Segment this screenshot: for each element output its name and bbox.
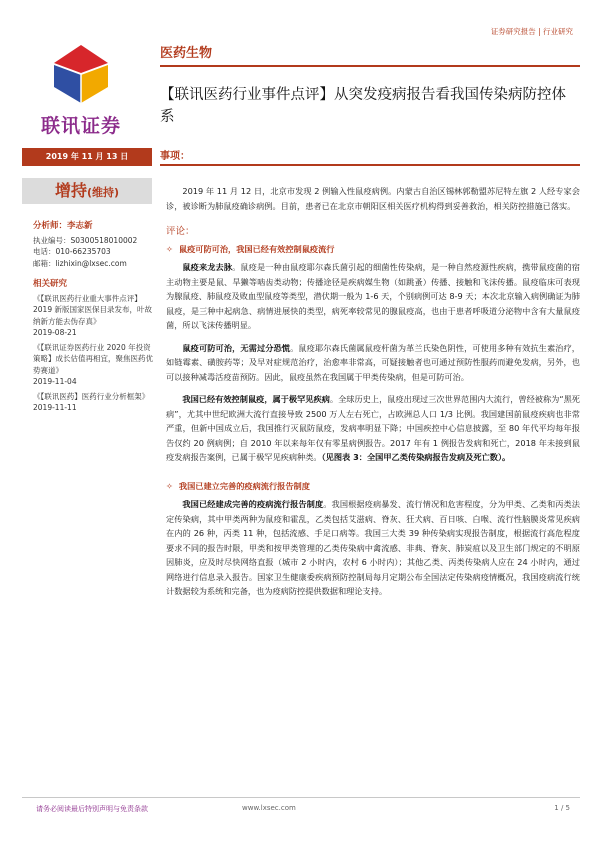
report-title: 【联讯医药行业事件点评】从突发疫病报告看我国传染病防控体系 — [160, 87, 566, 125]
section-heading-text: 鼠疫可防可治，我国已经有效控制鼠疫流行 — [178, 243, 335, 254]
paragraph-lead: 我国已经有效控制鼠疫，属于极罕见疾病 — [182, 394, 330, 404]
related-item-text: 《【联讯医药】医药行业分析框架》 — [33, 391, 150, 401]
section-heading — [166, 242, 580, 257]
related-item[interactable] — [33, 342, 155, 388]
intro-paragraph: 2019 年 11 月 12 日，北京市发现 2 例输入性鼠疫病例。内蒙古自治区锡林郭勒盟苏尼特左旗 2 人经专家会诊，被诊断为肺鼠疫确诊病例。目前，患者已在北京市朝阳区相关医疗机构得到妥善救治，相关防控措施已落实。 — [166, 186, 580, 211]
body-paragraph — [166, 392, 580, 465]
paragraph-text: 。鼠疫是一种由鼠疫耶尔森氏菌引起的细菌性传染病，是一种自然疫源性疾病，携带鼠疫菌的宿主动物主要是鼠、旱獭等啮齿类动物；传播途径是疾病媒生物（如跳蚤）传播、接触和飞沫传播。鼠疫临床可表现为腺鼠疫、肺鼠疫及败血型鼠疫等类型，潜伏期一般为 1-6 天，个别病例可达 8-9 天；本次北京输入病例确证为肺鼠疫，是三种中起病急、病情进展快的类型，病死率较常见的腺鼠疫高，也由于患者呼吸道分泌物中含有大量鼠疫菌，所以飞沫传播明显。 — [166, 262, 580, 330]
footer-page-number: 1 / 5 — [554, 804, 570, 812]
analyst-label: 分析师：李志新 — [33, 221, 93, 231]
main-content — [166, 184, 580, 599]
rating-badge — [22, 178, 152, 204]
logo-text: 联讯证券 — [40, 115, 121, 137]
body-paragraph — [166, 341, 580, 385]
diamond-bullet-icon: ✧ — [166, 480, 173, 491]
paragraph-lead: 我国已经建成完善的疫病流行报告制度 — [182, 499, 324, 509]
sector-label: 医药生物 — [160, 46, 213, 61]
rating-main: 增持 — [54, 181, 87, 200]
paragraph-text: 。我国根据疫病暴发、流行情况和危害程度，分为甲类、乙类和丙类法定传染病，其中甲类两种为鼠疫和霍乱，乙类包括艾滋病、脊灰、狂犬病、百日咳、白喉、流行性脑膜炎常见疾病在内的 26 种，丙类 11 种，包括流感、手足口病等。我国三大类 39 种传染病实现报告制度，根据流行高危程度要求不同的报告时限，甲类和按甲类管理的乙类传染病中禽流感、非典、脊灰、肺炭疽以及卫生部门规定的不明原因肺炎，应及时尽快网络直报（城市 2 小时内，农村 6 小时内）；其他乙类、丙类传染病人应在 24 小时内，通过网络进行信息录入报告。国家卫生健康委疾病预防控制局每月定期公布全国法定传染病疫情概况，我国疫病流行统计数据较为系统和完备，也为疫病防控提供数据和理论支持。 — [166, 499, 580, 596]
paragraph-lead: 鼠疫来龙去脉 — [182, 262, 233, 272]
summary-label: 事项： — [160, 151, 190, 162]
related-item[interactable] — [33, 293, 155, 339]
related-item-text: 《【联讯证券医药行业 2020 年投资策略】成长估值再相宜，聚焦医药优势赛道》 — [33, 342, 153, 375]
report-type-note: 证券研究报告 | 行业研究 — [490, 27, 573, 36]
report-date: 2019 年 11 月 13 日 — [22, 148, 152, 166]
body-paragraph — [166, 260, 580, 333]
section-heading — [166, 479, 580, 494]
related-item-date: 2019-11-04 — [33, 377, 77, 386]
footer-website[interactable]: www.lxsec.com — [242, 804, 296, 812]
evaluation-label: 评论： — [166, 226, 195, 237]
analyst-email[interactable]: 邮箱：lizhixin@lxsec.com — [33, 258, 127, 268]
section-heading-text: 我国已建立完善的疫病流行报告制度 — [178, 480, 310, 491]
diamond-bullet-icon: ✧ — [166, 243, 173, 254]
footer-disclaimer: 请务必阅读最后特别声明与免责条款 — [36, 805, 148, 813]
sidebar — [33, 221, 155, 417]
analyst-license: 执业编号：S0300518010002 — [33, 235, 138, 245]
sector-bar — [160, 43, 580, 67]
related-item-date: 2019-11-11 — [33, 403, 77, 412]
related-research-title: 相关研究 — [33, 279, 68, 289]
body-paragraph — [166, 497, 580, 599]
paragraph-text: 。鼠疫耶尔森氏菌属鼠疫杆菌为革兰氏染色阴性，可使用多种有效抗生素治疗，如链霉素、磺胺药等；及早对症规范治疗，治愈率非常高，可疑接触者也可通过预防性服药而避免发病，另外，也可以接种减毒活疫苗预防。因此，鼠疫虽然在我国属于甲类传染病，但是可防可治。 — [166, 342, 580, 382]
paragraph-text: 。全球历史上，鼠疫出现过三次世界范围内大流行，曾经被称为“黑死病”，尤其中世纪欧洲大流行直接导致 2500 万人左右死亡，占欧洲总人口 1/3 比例。我国建国前鼠疫疾病也非常严重，但新中国成立后，我国推行灭鼠防鼠疫，发病率明显下降；中国疾控中心信息披露，至 80 年代平均每年报告仅约 20 例病例；自 2010 年以来每年仅有零星病例报告。2017 年有 1 例报告发病和死亡，2018 年未接到鼠疫发病报告案例，已属于极罕见疾病种类。 — [166, 394, 580, 462]
paragraph-lead: 鼠疫可防可治，无需过分恐慌 — [182, 342, 291, 353]
related-item-date: 2019-08-21 — [33, 328, 77, 337]
related-item[interactable] — [33, 391, 155, 414]
summary-bar — [160, 148, 580, 166]
logo-mark-icon — [50, 43, 112, 105]
rating-sub: (维持) — [86, 186, 120, 199]
analyst-info — [33, 235, 155, 270]
chart-reference: （见图表 3：全国甲乙类传染病报告发病及死亡数）。 — [321, 452, 511, 462]
related-item-text: 《【联讯医药行业重大事件点评】2019 新版国家医保目录发布，叶故纳新方能去伪存真》 — [33, 293, 152, 326]
page-footer — [22, 797, 580, 813]
company-logo — [22, 43, 140, 141]
analyst-phone: 电话：010-66235703 — [33, 247, 111, 256]
